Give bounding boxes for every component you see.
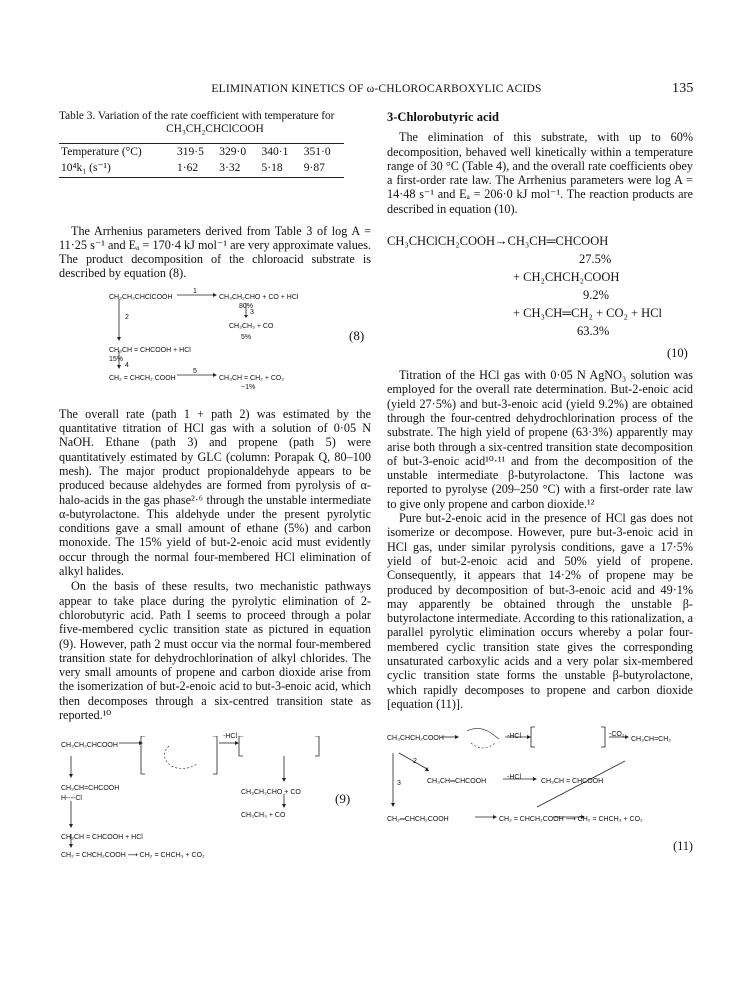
paragraph: Titration of the HCl gas with 0·05 N AgNO₃ solution was employed for the overall rate determination. But-2-enoic acid (yield 27·5%) and but-3-enoic acid (yield 9.2%) are obtained through the four-centred dehydrochlorination process of the substrate. The high yield of propene (63·3%) apparently may arise both through a six-centred transition state decomposition of but-3-enoic acid¹⁰·¹¹ and from the decomposition of the unstable intermediate β-butyrolactone. This lactone was reported to pyrolyse (209–250 °C) with a first-order rate law to give only propene and carbon dioxide.¹² — [387, 368, 693, 511]
table-row: 10⁴k₁ (s⁻¹) 1·62 3·32 5·18 9·87 — [59, 160, 344, 177]
scheme-8-arrows — [59, 289, 371, 387]
paragraph: The overall rate (path 1 + path 2) was estimated by the quantitative titration of HCl gas with a solution of 0·05 N NaOH. Ethane (path 3) and propene (path 5) were quantitatively estimated by GLC (column: Porapak Q, 80–100 mesh). The major product propionaldehyde appears to be produced because aldehydes are formed from pyrolysis of α-halo-acids in the gas phase²·⁶ through the unstable intermediate α-butyrolactone. This aldehyde under the present pyrolytic conditions gave a small amount of ethane (5%) and carbon monoxide. The 15% yield of but-2-enoic acid must evidently occur through the normal four-membered HCl elimination of alkyl halides. — [59, 406, 371, 579]
running-title: ELIMINATION KINETICS OF ω-CHLOROCARBOXYLIC ACIDS — [211, 83, 542, 95]
section-heading: 3-Chlorobutyric acid — [387, 110, 499, 124]
equation-10: CH₃CHClCH₂COOH→CH₃CH═CHCOOH 27.5% + CH₂CHCH₂COOH 9.2% + CH₃CH═CH₂ + CO₂ + HCl 63.3% (10) — [387, 234, 688, 361]
left-column — [59, 110, 371, 860]
paragraph: The elimination of this substrate, with up to 60% decomposition, behaved well kinetically within a temperature range of 30 °C (Table 4), and the overall rate coefficients obey a first-order rate law. The Arrhenius parameters were log A = 14·48 s⁻¹ and Eₐ = 206·0 kJ mol⁻¹. The reaction products are described in equation (10). — [387, 130, 693, 216]
page-number: 135 — [672, 81, 694, 96]
scheme-8: CH₃CH₂CHClCOOH 1 CH₃CH₂CHO + CO + HCl 80% 3 CH₃CH₃ + CO 5% 2 CH₃CH = CHCOOH + HCl 15% 4 CH₂ = CHCH₂ COOH 5 CH₃CH = CH₂ + CO₂ ~1% (8) — [59, 289, 371, 387]
paragraph: Pure but-2-enoic acid in the presence of HCl gas does not isomerize or decompose. However, pure but-3-enoic acid in HCl gas, under similar pyrolysis conditions, gave a 17·5% yield of but-2-enoic acid and 50% yield of propene. Consequently, it appears that 14·2% of propene may be produced by decomposition of but-3-enoic acid and 49·1% may apparently be obtained through the unstable β-butyrolactone intermediate. According to this rationalization, a parallel pyrolytic elimination occurs whereby a polar four-membered cyclic transition state gives the corresponding unsaturated carboxylic acids and a very polar six-membered cyclic transition state forms the unstable β-butyrolactone, which rapidly decomposes to propene and carbon dioxide [equation (11)]. — [387, 511, 693, 711]
paragraph: On the basis of these results, two mechanistic pathways appear to take place during the pyrolytic elimination of 2-chlorobutyric acid. Path I seems to proceed through a polar five-membered cyclic transition state as pictured in equation (9). However, path 2 must occur via the normal four-membered transition state for dehydrochlorination of alkyl chlorides. The very small amounts of propene and carbon dioxide arise from the isomerization of but-2-enoic acid to but-3-enoic acid, which then decomposes through a six-centred transition state as reported.¹⁰ — [59, 579, 371, 723]
scheme-11: CH₃CHCH₂COOH -HCl -CO₂ CH₃CH=CH₂ 2 3 CH₃CH═CHCOOH -HCl CH₃CH = CHCOOH CH₂═CHCH₂COOH CH₂ = CHCH₂COOH ⟶ CH₂ = CHCH₃ + CO₂ — [387, 725, 693, 835]
table-row: Temperature (°C) 319·5 329·0 340·1 351·0 — [59, 144, 344, 161]
table3 — [59, 143, 344, 178]
table3-caption: Table 3. Variation of the rate coefficient with temperature for CH₃CH₂CHClCOOH — [59, 110, 335, 135]
right-column — [387, 110, 693, 854]
equation-11-label: (11) — [673, 839, 693, 854]
scheme-9: CH₃CH₂CHCOOH -HCl CH₃CH₂CHO + CO CH₃CH₃ + CO CH₃CH=CHCOOH H----Cl CH₃CH = CHCOOH + HCl CH₂ = CHCH₂COOH ⟶ CH₂ = CHCH₃ + CO₂ (9) — [59, 736, 371, 856]
paragraph: The Arrhenius parameters derived from Table 3 of log A = 11·25 s⁻¹ and Eₐ = 170·4 kJ mol⁻¹ are very approximate values. The product decomposition of the chloroacid substrate is described by equation (8). — [59, 223, 371, 281]
